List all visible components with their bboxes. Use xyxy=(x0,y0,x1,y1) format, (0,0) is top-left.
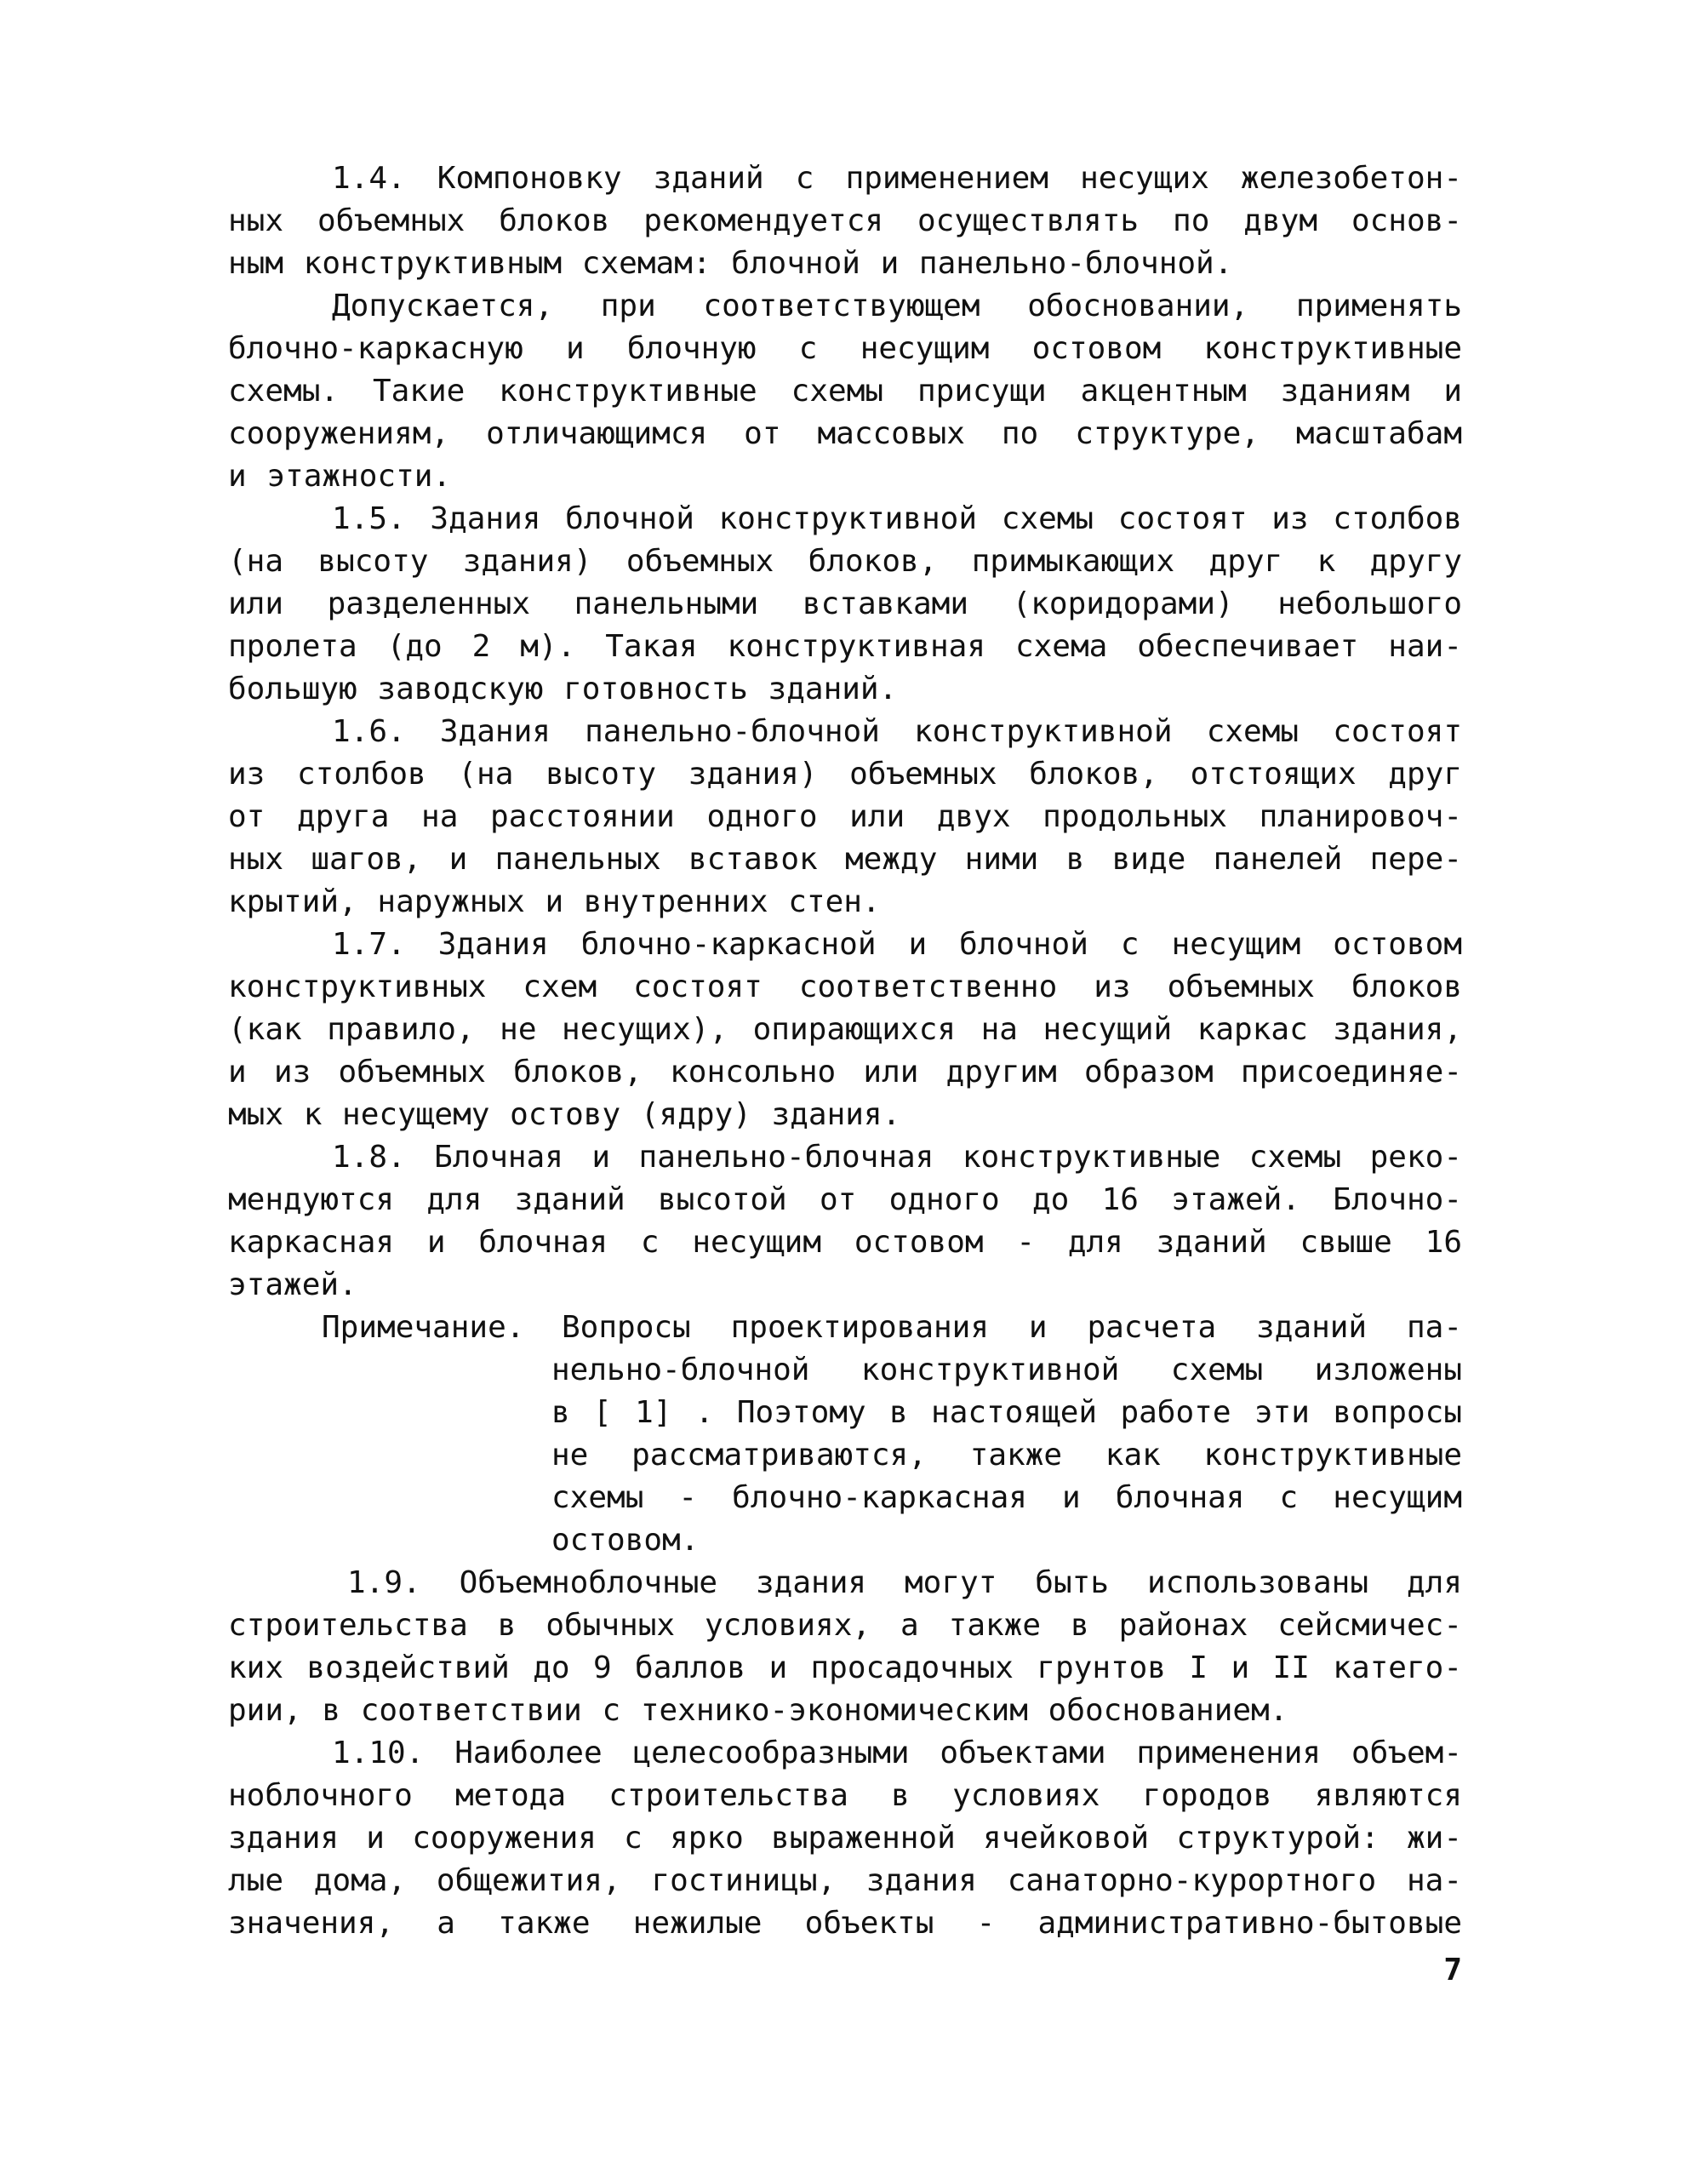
text-line: ных шагов, и панельных вставок между ними в виде панелей пере- xyxy=(228,842,1462,877)
text-line: 1.6. Здания панельно-блочной конструктивной схемы состоят xyxy=(332,714,1462,749)
text-line: 1.10. Наиболее целесообразными объектами применения объем- xyxy=(332,1736,1462,1770)
text-line: и этажности. xyxy=(228,459,452,494)
note-line: остовом. xyxy=(551,1523,700,1558)
text-line: от друга на расстоянии одного или двух продольных планировоч- xyxy=(228,799,1462,834)
text-line: каркасная и блочная с несущим остовом - для зданий свыше 16 xyxy=(228,1225,1462,1260)
text-line: здания и сооружения с ярко выраженной ячейковой структурой: жи- xyxy=(228,1821,1462,1856)
text-line: строительства в обычных условиях, а также в районах сейсмичес- xyxy=(228,1608,1462,1643)
text-line: 1.8. Блочная и панельно-блочная конструктивные схемы реко- xyxy=(332,1140,1462,1175)
text-line: 1.5. Здания блочной конструктивной схемы состоят из столбов xyxy=(332,501,1462,536)
text-line: сооружениям, отличающимся от массовых по структуре, масштабам xyxy=(228,416,1462,451)
text-line: 1.4. Компоновку зданий с применением несущих железобетон- xyxy=(332,161,1462,196)
text-line: ных объемных блоков рекомендуется осуществлять по двум основ- xyxy=(228,203,1462,238)
note-line: нельно-блочной конструктивной схемы изложены xyxy=(551,1353,1462,1387)
text-line: ным конструктивным схемам: блочной и панельно-блочной. xyxy=(228,246,1233,281)
text-line: ноблочного метода строительства в условиях городов являются xyxy=(228,1778,1462,1813)
text-line: конструктивных схем состоят соответственно из объемных блоков xyxy=(228,969,1462,1004)
text-line: 1.9. Объемноблочные здания могут быть использованы для xyxy=(347,1565,1462,1600)
note-line: Вопросы проектирования и расчета зданий па- xyxy=(562,1310,1462,1345)
text-line: 1.7. Здания блочно-каркасной и блочной с несущим остовом xyxy=(332,927,1462,962)
text-line: крытий, наружных и внутренних стен. xyxy=(228,884,881,919)
text-line: большую заводскую готовность зданий. xyxy=(228,672,898,706)
note-line: не рассматриваются, также как конструктивные xyxy=(551,1438,1462,1473)
text-line: (как правило, не несущих), опирающихся на несущий каркас здания, xyxy=(228,1012,1462,1047)
text-line: рии, в соответствии с технико-экономическим обоснованием. xyxy=(228,1693,1288,1728)
page-number: 7 xyxy=(1443,1953,1462,1988)
text-line: (на высоту здания) объемных блоков, примыкающих друг к другу xyxy=(228,544,1462,579)
text-line: схемы. Такие конструктивные схемы присущи акцентным зданиям и xyxy=(228,374,1462,409)
text-line: значения, а также нежилые объекты - административно-бытовые xyxy=(228,1906,1462,1941)
note-line: в [ 1] . Поэтому в настоящей работе эти вопросы xyxy=(551,1395,1462,1430)
text-line: этажей. xyxy=(228,1267,357,1302)
text-line: лые дома, общежития, гостиницы, здания санаторно-курортного на- xyxy=(228,1863,1462,1898)
text-line: блочно-каркасную и блочную с несущим остовом конструктивные xyxy=(228,331,1462,366)
text-line: ких воздействий до 9 баллов и просадочных грунтов I и II катего- xyxy=(228,1650,1463,1685)
text-line: или разделенных панельными вставками (коридорами) небольшого xyxy=(228,586,1462,621)
note-line: схемы - блочно-каркасная и блочная с несущим xyxy=(551,1480,1462,1515)
text-line: мых к несущему остову (ядру) здания. xyxy=(228,1097,901,1132)
note-label: Примечание. xyxy=(322,1310,525,1345)
text-line: из столбов (на высоту здания) объемных блоков, отстоящих друг xyxy=(228,757,1462,792)
text-line: Допускается, при соответствующем обосновании, применять xyxy=(332,289,1462,323)
text-line: пролета (до 2 м). Такая конструктивная схема обеспечивает наи- xyxy=(228,629,1462,664)
text-line: мендуются для зданий высотой от одного до 16 этажей. Блочно- xyxy=(228,1182,1462,1217)
text-line: и из объемных блоков, консольно или другим образом присоединяе- xyxy=(228,1055,1462,1090)
